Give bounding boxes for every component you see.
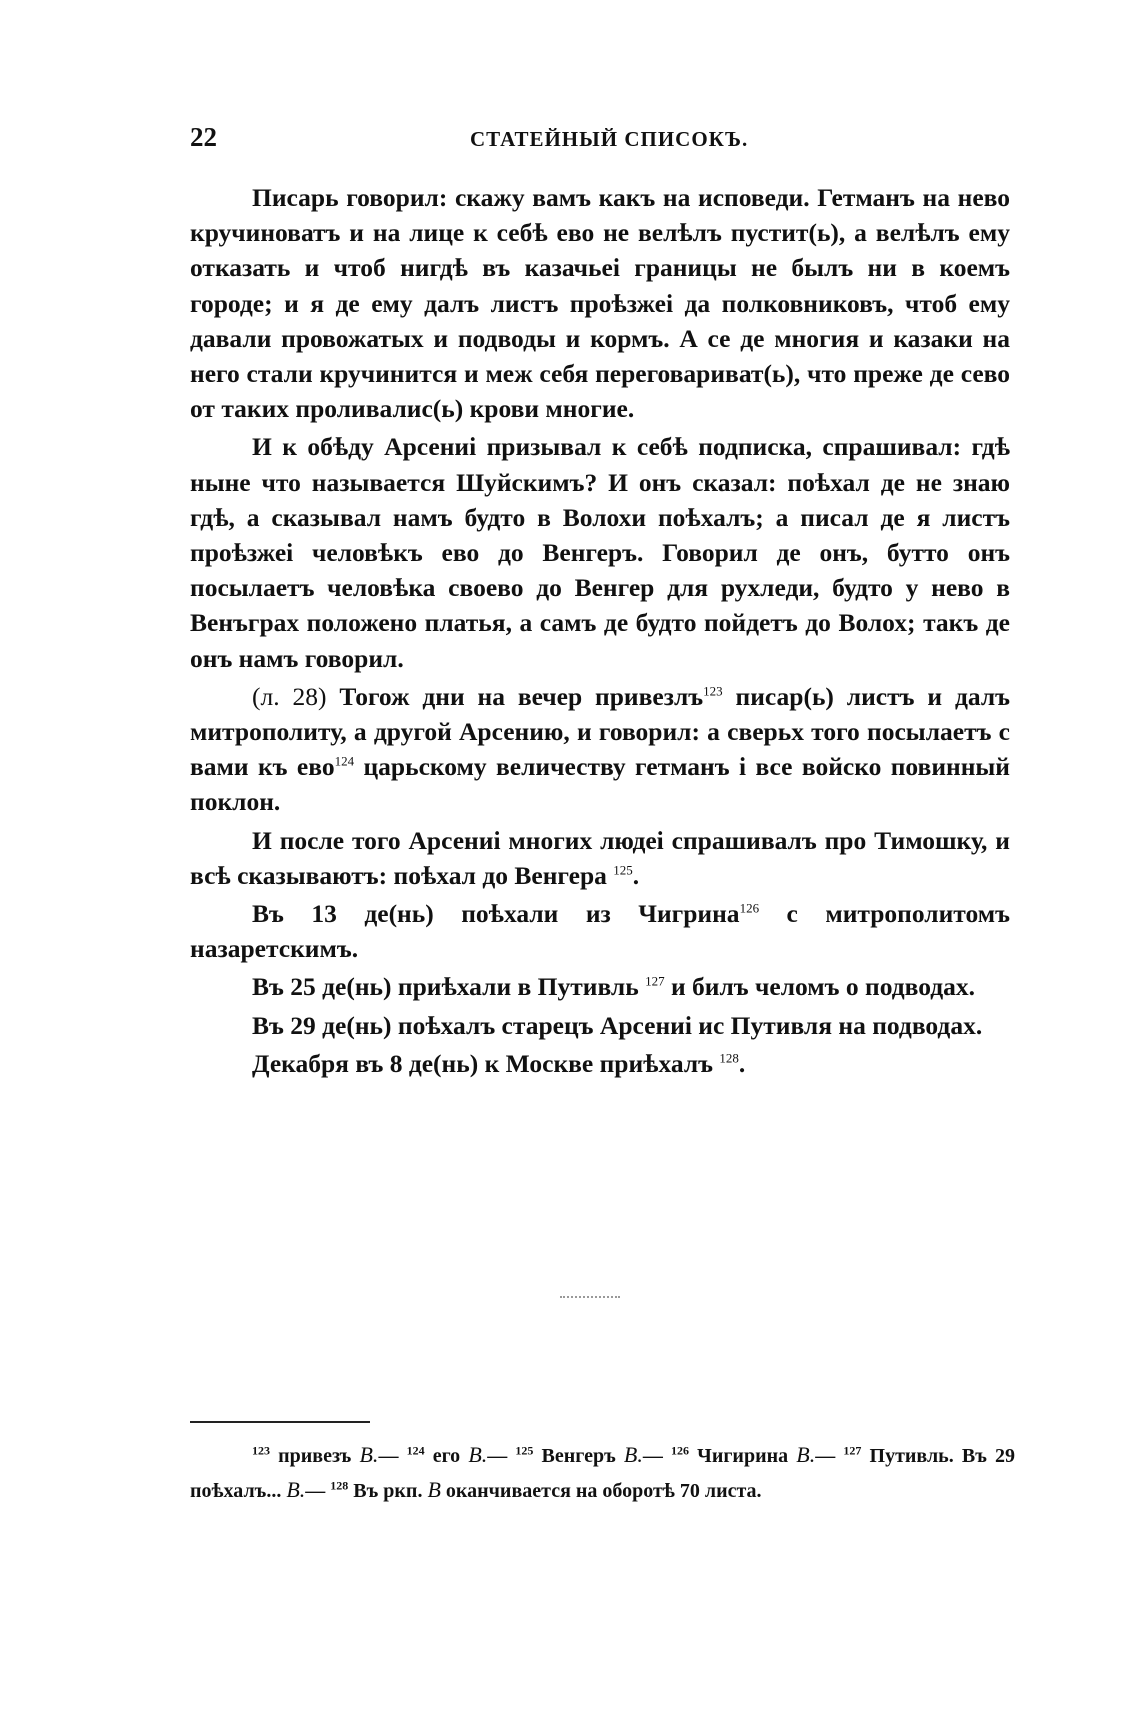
note-reference: 126 (739, 900, 760, 916)
footnote-text: Въ ркп. (348, 1480, 428, 1502)
paragraph-1: Писарь говорил: скажу вамъ какъ на исповеди. Гетманъ на нево кручиноватъ и на лице к себѣ ево не велѣлъ пустит(ь), а велѣлъ ему отказать и чтоб нигдѣ въ казачьеі границы не былъ ни в коемъ городе; и я де ему далъ листъ проѣзжеі да полковниковъ, чтоб ему давали провожатых и подводы и кормъ. А се де многия и казаки на него стали кручинится и меж себя переговариват(ь), что преже де сево от таких проливалис(ь) крови многие. (190, 183, 1010, 424)
page-number: 22 (190, 122, 217, 152)
note-reference: 123 (703, 683, 723, 699)
footnote-number: 128 (330, 1478, 349, 1493)
section-ornament (560, 1296, 620, 1302)
text-segment: И после того Арсениі многих людеі спрашивалъ про Тимошку, и всѣ сказываютъ: поѣхал до Венгера (190, 825, 1010, 890)
paragraph-8 (190, 1046, 1010, 1081)
text-segment: . (632, 860, 640, 890)
note-reference: 124 (334, 753, 355, 769)
text-segment: писар(ь) листъ и далъ митрополиту, а другой Арсению, и говорил: а сверьх того посылаетъ с вами къ ево (190, 681, 1010, 782)
running-title: СТАТЕЙНЫЙ СПИСОКЪ. (470, 127, 749, 151)
manuscript-siglum: В. (359, 1442, 379, 1467)
manuscript-siglum: В. (623, 1442, 643, 1467)
paragraph-4 (190, 823, 1010, 893)
footnote-text: оканчивается на оборотѣ 70 листа. (440, 1480, 762, 1502)
footnote-number: 127 (843, 1443, 862, 1458)
footnote-divider (190, 1421, 370, 1423)
footnote-text: Путивль. Въ 29 поѣхалъ... (190, 1445, 1016, 1502)
text-segment: . (738, 1048, 746, 1078)
footnote-text: Чигирина (689, 1445, 797, 1467)
text-segment: Декабря въ 8 де(нь) к Москве приѣхалъ (252, 1048, 714, 1078)
text-segment: Въ 25 де(нь) приѣхали в Путивль (252, 972, 639, 1002)
note-reference: 125 (613, 862, 633, 878)
paragraph-7: Въ 29 де(нь) поѣхалъ старецъ Арсениі ис Путивля на подводах. (252, 1010, 983, 1040)
footnote-number: 123 (252, 1443, 270, 1458)
footnote-text: его (424, 1445, 469, 1467)
folio-marker: (л. 28) (252, 681, 327, 711)
manuscript-siglum: В. (468, 1442, 488, 1467)
footnote-number: 124 (406, 1443, 425, 1458)
text-segment: с митрополитомъ назаретскимъ. (190, 899, 1010, 964)
paragraph-2: И к обѣду Арсениі призывал к себѣ подписка, спрашивал: гдѣ ныне что называется Шуйскимъ? И онъ сказал: поѣхал де не знаю гдѣ, а сказывал намъ будто в Волохи поѣхалъ; а писал де я листъ проѣзжеі человѣкъ ево до Венгеръ. Говорил де онъ, бутто онъ посылаетъ человѣка своево до Венгер для рухледи, будто у нево в Венъграх положено платья, а самъ де будто пойдетъ до Волох; такъ де онъ намъ говорил. (190, 432, 1010, 673)
page-header (190, 122, 1010, 162)
text-segment: и билъ челомъ о подводах. (664, 972, 975, 1002)
main-text (190, 180, 1010, 1081)
footnote-text: привезъ (270, 1445, 360, 1467)
text-segment: царьскому величеству гетманъ і все войско повинный поклон. (190, 752, 1011, 817)
note-reference: 127 (645, 973, 665, 989)
paragraph-5 (190, 896, 1010, 966)
note-reference: 128 (719, 1050, 739, 1066)
footnote-number: 125 (515, 1443, 534, 1458)
manuscript-siglum: В (427, 1477, 441, 1502)
text-segment: Тогож дни на вечер привезлъ (326, 681, 704, 711)
paragraph-3 (190, 679, 1010, 820)
manuscript-siglum: В. (286, 1477, 306, 1502)
footnote-number: 126 (671, 1443, 690, 1458)
footnote-text: Венгеръ (533, 1445, 624, 1467)
text-segment: Въ 13 де(нь) поѣхали из Чигрина (252, 899, 740, 929)
manuscript-siglum: В. (796, 1442, 816, 1467)
paragraph-6 (190, 969, 1010, 1004)
footnotes: $^{123}$ привезъ В.— $^{124}$ его В.— $^{125}$ Венгеръ В.— $^{126}$ Чигирина В.— $^{127}$ Путивль. Въ 29 поѣхалъ... В.— $^{128}$ Въ ркп. В оканчивается на оборотѣ 70 листа. (190, 1442, 1016, 1502)
